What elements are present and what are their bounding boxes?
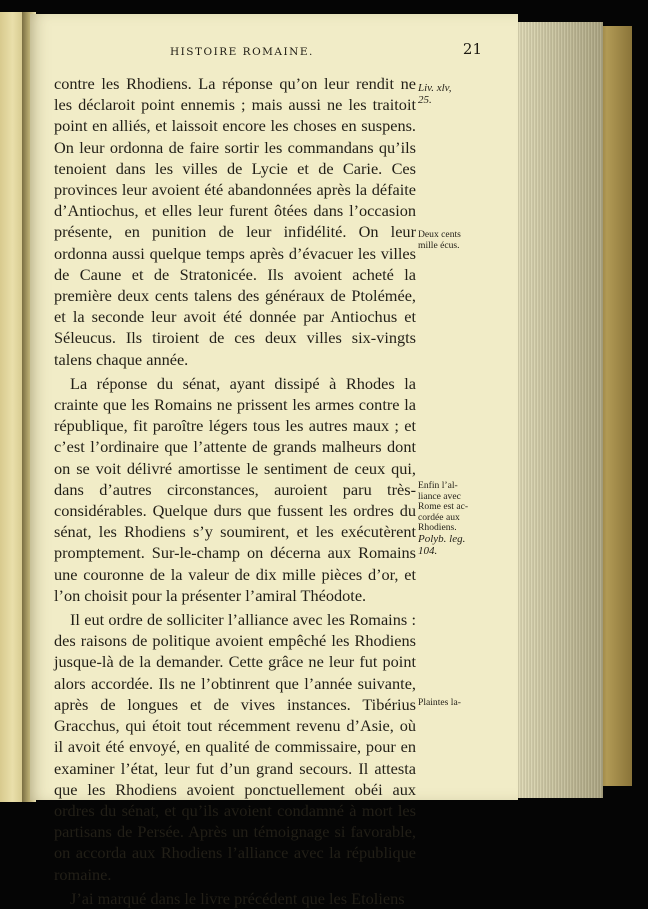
page-number: 21 <box>462 40 482 58</box>
paragraph: La réponse du sénat, ayant dissipé à Rhodes la crainte que les Romains ne prissent les armes contre la république, fit paroître légers tous les autres maux ; et c’est l’ordinaire que l’attente de grands malheurs dont on se voit délivré amortisse le sentiment de ceux qui, dans d’autres circonstances, auroient paru très-considérables. Quelque durs que fussent les ordres du sénat, les Rhodiens s’y soumirent, et les exécutèrent promptement. Sur-le-champ on décerna aux Romains une couronne de la valeur de dix mille pièces d’or, et l’on choisit pour la présenter l’amiral Théodote. <box>54 373 416 605</box>
margin-note-reference: Liv. xlv, 25. <box>418 82 452 106</box>
paragraph: Il eut ordre de solliciter l’alliance avec les Romains : des raisons de politique avoient empêché les Rhodiens jusque-là de la demander. Cette grâce ne leur fut point alors accordée. Ils ne l’obtinrent que l’année suivante, après de longues et de vives instances. Tibérius Gracchus, qui étoit tout récemment revenu d’Asie, où il avoit été envoyé, en qualité de commissaire, pour en examiner l’état, leur fut d’un grand secours. Il attesta que les Rhodiens avoient ponctuellement obéi aux ordres du sénat, et qu’ils avoient condamné à mort les partisans de Persée. Après un témoignage si favorable, on accorda aux Rhodiens l’alliance avec la république romaine. <box>54 610 416 884</box>
margin-note: Plaintes la- <box>418 697 461 708</box>
margin-note: Enfin l’al- liance avec Rome est ac- cordée aux Rhodiens. <box>418 480 469 533</box>
running-title: HISTOIRE ROMAINE. <box>170 46 314 58</box>
page-header <box>60 40 482 62</box>
page-stack-shading <box>513 22 603 798</box>
margin-note: Deux cents mille écus. <box>418 229 461 251</box>
body-text <box>54 73 416 909</box>
margin-note-reference: Polyb. leg. 104. <box>418 533 466 557</box>
paragraph: contre les Rhodiens. La réponse qu’on leur rendit ne les déclaroit point ennemis ; mais aussi ne les traitoit point en alliés, et laissoit encore les choses en suspens. On leur ordonna de faire sortir les commandans qu’ils tenoient dans les villes de Lycie et de Carie. Ces provinces leur avoient été abandonnées après la défaite d’Antiochus, et elles leur furent ôtées dans l’occasion présente, en punition de leur infidélité. On leur ordonna aussi quelque temps après d’évacuer les villes de Caune et de Stratonicée. Ils avoient acheté la première deux cents talens des généraux de Ptolémée, et la seconde leur avoit été donnée par Antiochus et Séleucus. Ils tiroient de ces deux villes six-vingts talens chaque année. <box>54 74 416 369</box>
paragraph: J’ai marqué dans le livre précédent que les Etoliens <box>70 888 405 908</box>
